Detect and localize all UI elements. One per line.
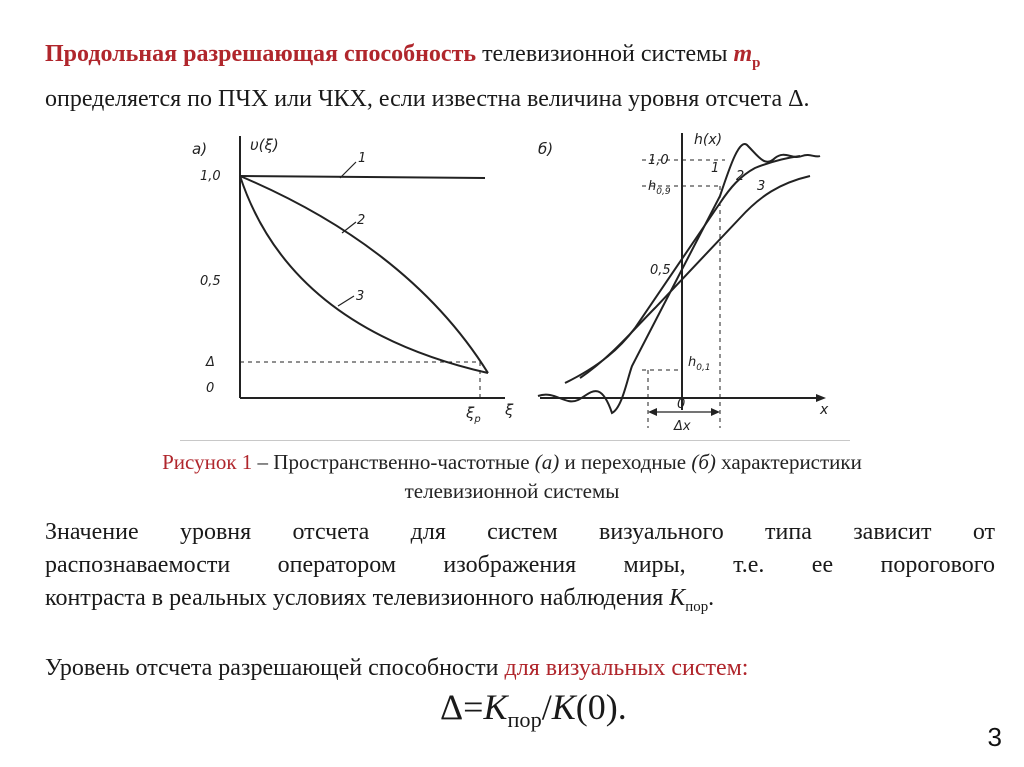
- panel-a-curve-2: [240, 176, 488, 373]
- para2-plain: Уровень отсчета разрешающей способности: [45, 655, 505, 681]
- panel-b-tag: б): [538, 140, 554, 158]
- k-threshold-sub: пор: [685, 598, 709, 615]
- panel-a-tick-1: 1,0: [200, 169, 221, 184]
- panel-b-tick-09: $h_{0,9}$: [648, 179, 671, 197]
- panel-a-tick-0: 0: [206, 381, 215, 396]
- panel-b-curve-label-1: 1: [711, 161, 720, 176]
- panel-a-x-label: ξ: [505, 401, 514, 419]
- panel-a-frequency-response: [240, 136, 505, 398]
- panel-b-curve-3: [580, 176, 810, 378]
- caption-text-1: – Пространственно-частотные: [252, 450, 535, 474]
- panel-b-curve-label-3: 3: [757, 179, 766, 194]
- heading-symbol-sub: р: [752, 54, 761, 71]
- panel-b-zero: 0: [677, 397, 686, 412]
- caption-prefix: Рисунок 1: [162, 450, 253, 474]
- caption-b: (б): [691, 450, 716, 474]
- panel-a-curve-3: [240, 176, 488, 373]
- figure-characteristics: [180, 128, 850, 443]
- panel-a-y-label: υ(ξ): [250, 136, 279, 154]
- panel-a-tick-05: 0,5: [200, 274, 221, 289]
- panel-b-transient-response: [538, 133, 820, 428]
- page-number: 3: [987, 722, 1002, 752]
- caption-text-2: и переходные: [559, 450, 692, 474]
- figure-caption: [80, 448, 944, 506]
- panel-a-curve-label-3: 3: [356, 289, 365, 304]
- panel-b-dx: Δx: [674, 419, 691, 434]
- slide-heading: [45, 36, 995, 117]
- panel-a-label-tick-2: [342, 222, 356, 233]
- panel-a-xip: $\xi_р$: [466, 404, 481, 425]
- k-threshold-symbol: K: [669, 585, 686, 611]
- heading-symbol: m: [733, 41, 753, 67]
- panel-a-tag: а): [192, 140, 208, 158]
- panel-b-tick-1: 1,0: [648, 153, 669, 168]
- caption-a: (а): [534, 450, 560, 474]
- panel-b-dx-arrowhead-left: [648, 408, 657, 416]
- para2-red: для визуальных систем:: [504, 655, 749, 681]
- paragraph-line-2: распознаваемости оператором изображения миры, т.е. ее порогового: [45, 552, 995, 578]
- panel-a-curve-1: [240, 176, 485, 178]
- panel-a-label-tick-1: [340, 162, 356, 178]
- panel-b-tick-05: 0,5: [650, 263, 671, 278]
- paragraph-line-3: контраста в реальных условиях телевизионного наблюдения $K_{пор}$.: [45, 585, 715, 615]
- heading-term: Продольная разрешающая способность: [45, 41, 477, 67]
- panel-a-tick-delta: Δ: [206, 355, 215, 370]
- panel-b-x-label: x: [820, 402, 829, 418]
- figure-divider: [180, 440, 850, 441]
- heading-line2: определяется по ПЧХ или ЧКХ, если известна величина уровня отсчета Δ.: [45, 85, 810, 112]
- formula: $\Delta=K_{пор}/K(0)$.: [440, 687, 627, 733]
- heading-text: телевизионной системы: [476, 41, 734, 67]
- panel-b-x-arrowhead: [816, 394, 826, 402]
- panel-a-curve-label-1: 1: [358, 151, 367, 166]
- panel-b-y-label: h(x): [694, 132, 723, 148]
- panel-b-tick-01: $h_{0,1}$: [688, 355, 711, 373]
- paragraph-threshold: [45, 516, 995, 624]
- panel-a-curve-label-2: 2: [357, 213, 366, 228]
- panel-b-dx-arrowhead-right: [711, 408, 720, 416]
- panel-b-curve-1: [538, 144, 820, 413]
- panel-a-label-tick-3: [338, 296, 354, 306]
- paragraph-level: [45, 652, 995, 685]
- panel-b-curve-label-2: 2: [736, 169, 745, 184]
- caption-line2: телевизионной системы: [404, 479, 620, 503]
- paragraph-line-1: Значение уровня отсчета для систем визуального типа зависит от: [45, 519, 995, 545]
- caption-text-3: характеристики: [715, 450, 862, 474]
